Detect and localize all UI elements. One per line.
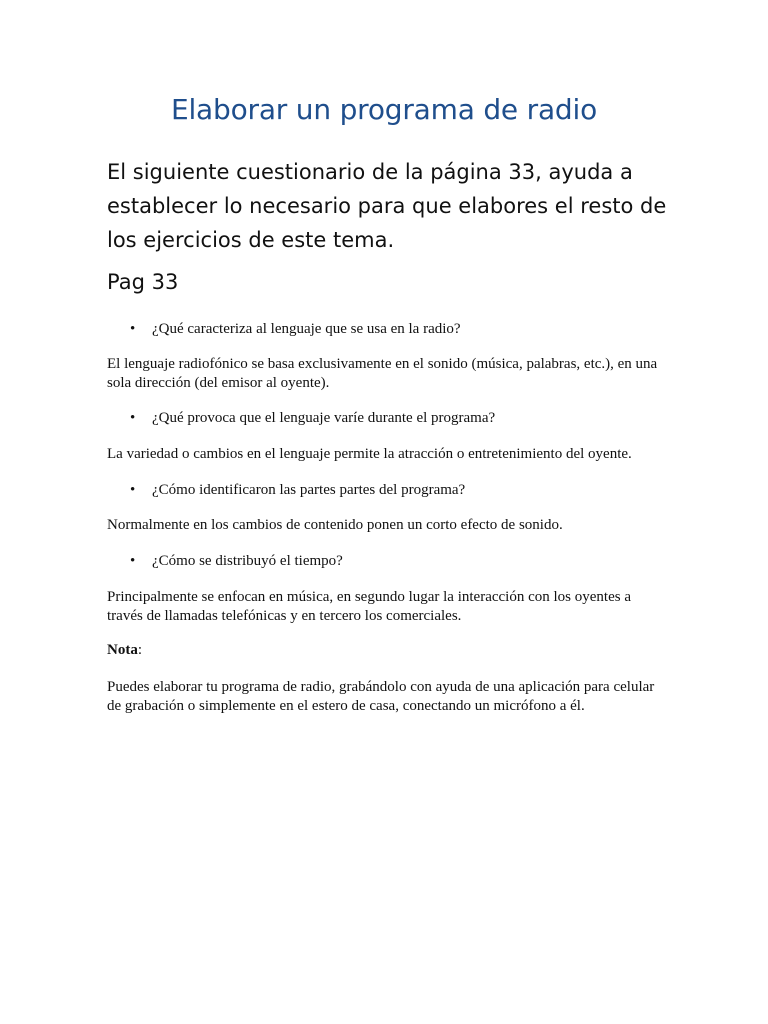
bullet-icon: •	[130, 410, 136, 426]
section-heading: Pag 33	[107, 270, 179, 294]
answer-paragraph: Principalmente se enfocan en música, en segundo lugar la interacción con los oyentes a través de llamadas telefónicas y en tercero los comerciales.	[107, 589, 631, 624]
note-paragraph: Puedes elaborar tu programa de radio, grabándolo con ayuda de una aplicación para celular de grabación o simplemente en el estero de casa, conectando un micrófono a él.	[107, 679, 655, 714]
bullet-icon: •	[130, 321, 136, 337]
page-title: Elaborar un programa de radio	[170, 93, 598, 126]
bullet-icon: •	[130, 482, 136, 498]
question-text: ¿Cómo identificaron las partes partes del programa?	[152, 482, 466, 498]
note-colon: :	[137, 642, 142, 658]
intro-paragraph: El siguiente cuestionario de la página 33, ayuda a establecer lo necesario para que elabores el resto de los ejercicios de este tema.	[107, 160, 667, 252]
question-text: ¿Qué caracteriza al lenguaje que se usa en la radio?	[152, 321, 461, 337]
answer-paragraph: La variedad o cambios en el lenguaje permite la atracción o entretenimiento del oyente.	[107, 446, 632, 462]
answer-paragraph: El lenguaje radiofónico se basa exclusivamente en el sonido (música, palabras, etc.), en una sola dirección (del emisor al oyente).	[107, 356, 658, 391]
note-label: Nota	[107, 642, 138, 658]
question-text: ¿Cómo se distribuyó el tiempo?	[152, 553, 343, 569]
question-text: ¿Qué provoca que el lenguaje varíe durante el programa?	[152, 410, 496, 426]
note-heading	[107, 641, 142, 660]
answer-paragraph: Normalmente en los cambios de contenido ponen un corto efecto de sonido.	[107, 517, 563, 533]
bullet-icon: •	[130, 553, 136, 569]
